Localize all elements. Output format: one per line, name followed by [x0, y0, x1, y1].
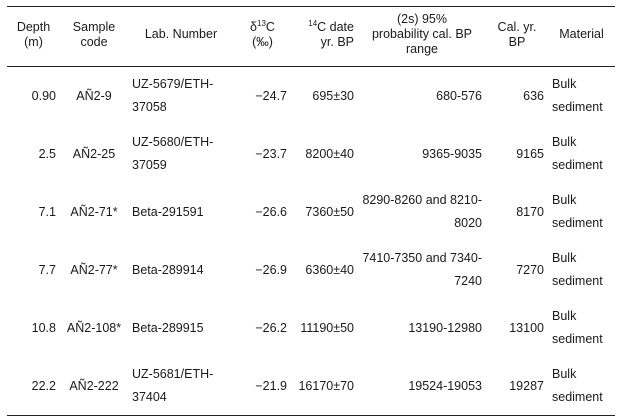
header-c14-date [291, 7, 358, 67]
header-cal-line1: Cal. yr. [497, 19, 537, 34]
cell-sample: AÑ2-222 [69, 378, 119, 393]
cell-sample: AÑ2-9 [76, 88, 112, 103]
cell-depth: 7.1 [38, 204, 56, 219]
cell-depth: 22.2 [31, 378, 56, 393]
header-d13c [234, 7, 291, 67]
table-row [7, 357, 615, 416]
header-d13c-line1 [238, 20, 287, 35]
cell-c14: 7360±50 [305, 204, 354, 219]
header-cal-line2: BP [508, 34, 526, 49]
cell-d13c: −26.2 [255, 320, 287, 335]
cell-range: 9365-9035 [422, 146, 482, 161]
table-row [7, 67, 615, 126]
cell-cal: 7270 [516, 262, 544, 277]
header-range-line2: probability cal. BP [371, 27, 473, 41]
cell-material: Bulk sediment [552, 135, 603, 172]
header-depth [7, 7, 60, 67]
cell-depth: 7.7 [38, 262, 56, 277]
cell-range: 680-576 [436, 88, 482, 103]
cell-lab: UZ-5679/ETH-37058 [132, 77, 214, 114]
cell-cal: 8170 [516, 204, 544, 219]
cell-sample: AÑ2-108* [66, 320, 122, 335]
cell-c14: 16170±70 [298, 378, 354, 393]
cell-material: Bulk sediment [552, 367, 603, 404]
cell-c14: 695±30 [312, 88, 354, 103]
cell-sample: AÑ2-77* [70, 262, 118, 277]
cell-material: Bulk sediment [552, 309, 603, 346]
table-header-row [7, 7, 615, 67]
cell-d13c: −26.6 [255, 204, 287, 219]
header-cal-yr [486, 7, 548, 67]
cell-range: 13190-12980 [408, 320, 482, 335]
header-d13c-sup: 13 [257, 18, 266, 28]
cell-sample: AÑ2-25 [72, 146, 116, 161]
cell-range: 19524-19053 [408, 378, 482, 393]
table-row [7, 241, 615, 299]
table-row [7, 125, 615, 183]
cell-depth: 0.90 [31, 88, 56, 103]
cell-lab: UZ-5681/ETH-37404 [132, 367, 214, 404]
cell-c14: 11190±50 [300, 320, 354, 335]
header-lab-number [128, 7, 234, 67]
header-c14-sup: 14 [308, 18, 318, 28]
cell-d13c: −24.7 [255, 88, 287, 103]
cell-sample: AÑ2-71* [70, 204, 118, 219]
header-c14-post: C date [317, 19, 354, 34]
header-c14-line2: yr. BP [320, 34, 354, 49]
header-sample-code [60, 7, 128, 67]
cell-lab: Beta-291591 [132, 204, 204, 219]
header-material [548, 7, 615, 67]
table-row [7, 183, 615, 241]
cell-lab: Beta-289914 [132, 262, 204, 277]
header-d13c-line2: (‰) [252, 34, 273, 49]
cell-depth: 2.5 [38, 146, 56, 161]
cell-cal: 19287 [509, 378, 544, 393]
cell-lab: Beta-289915 [132, 320, 204, 335]
cell-material: Bulk sediment [552, 77, 603, 114]
cell-c14: 8200±40 [305, 146, 354, 161]
header-lab-line1: Lab. Number [144, 27, 218, 41]
header-material-line1: Material [559, 27, 604, 41]
cell-c14: 6360±40 [305, 262, 354, 277]
cell-range: 7410-7350 and 7340-7240 [362, 251, 482, 288]
header-depth-line1: Depth [16, 19, 51, 34]
cell-range: 8290-8260 and 8210-8020 [362, 193, 482, 230]
header-depth-line2: (m) [24, 34, 43, 49]
table-body [7, 67, 615, 416]
header-sample-line2: code [80, 34, 108, 49]
cell-material: Bulk sediment [552, 193, 603, 230]
cell-d13c: −21.9 [255, 378, 287, 393]
header-c14-line1 [295, 20, 354, 35]
header-d13c-delta: δ [250, 19, 258, 34]
cell-cal: 13100 [509, 320, 544, 335]
cell-lab: UZ-5680/ETH-37059 [132, 135, 214, 172]
header-d13c-post: C [265, 19, 275, 34]
cell-d13c: −26.9 [255, 262, 287, 277]
header-range-line3: range [406, 42, 438, 56]
cell-d13c: −23.7 [255, 146, 287, 161]
cell-cal: 636 [523, 88, 544, 103]
table-row [7, 299, 615, 357]
radiocarbon-dates-table [7, 6, 615, 416]
header-range-line1: (2s) 95% [396, 12, 448, 26]
header-sample-line1: Sample [72, 19, 116, 34]
header-cal-range [358, 7, 486, 67]
cell-cal: 9165 [516, 146, 544, 161]
cell-depth: 10.8 [31, 320, 56, 335]
cell-material: Bulk sediment [552, 251, 603, 288]
